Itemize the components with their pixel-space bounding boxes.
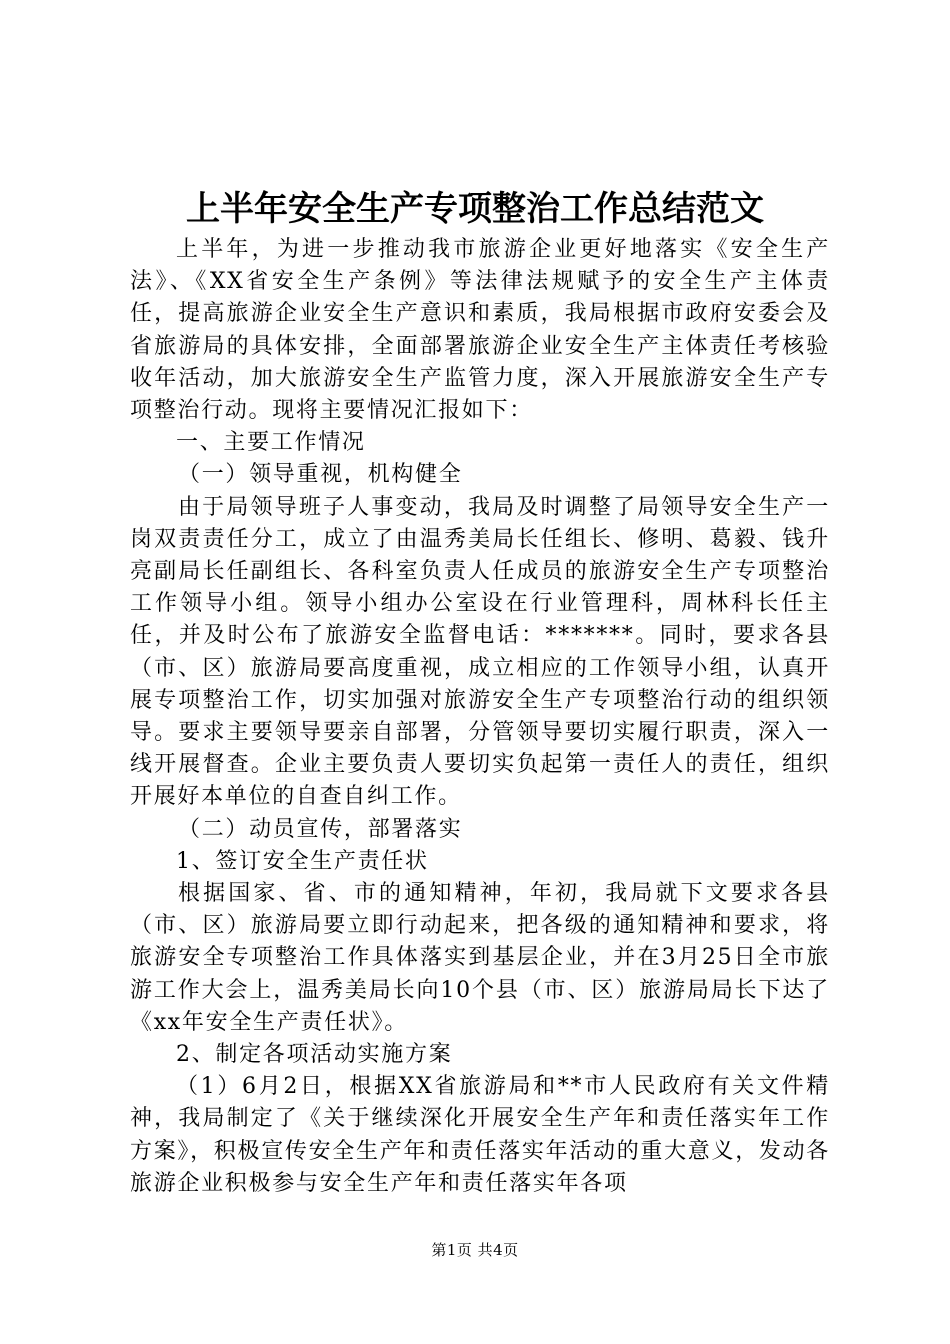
responsibility-paragraph: 根据国家、省、市的通知精神，年初，我局就下文要求各县（市、区）旅游局要立即行动起来，把各级的通知精神和要求，将旅游安全专项整治工作具体落实到基层企业，并在3月25日全市旅游工作大会上，温秀美局长向10个县（市、区）旅游局局长下达了《xx年安全生产责任状》。 <box>130 881 830 1035</box>
document-title: 上半年安全生产专项整治工作总结范文 <box>186 189 764 229</box>
subsection-heading-leadership: （一）领导重视，机构健全 <box>178 462 463 488</box>
document-body <box>130 234 830 1200</box>
item-heading-plans: 2、制定各项活动实施方案 <box>176 1042 453 1068</box>
intro-paragraph: 上半年，为进一步推动我市旅游企业更好地落实《安全生产法》、《XX省安全生产条例》等法律法规赋予的安全生产主体责任，提高旅游企业安全生产意识和素质，我局根据市政府安委会及省旅游局的具体安排，全面部署旅游企业安全生产主体责任考核验收年活动，加大旅游安全生产监管力度，深入开展旅游安全生产专项整治行动。现将主要情况汇报如下： <box>130 237 830 424</box>
subsection-heading-mobilization: （二）动员宣传，部署落实 <box>178 816 463 842</box>
leadership-paragraph: 由于局领导班子人事变动，我局及时调整了局领导安全生产一岗双责责任分工，成立了由温秀美局长任组长、修明、葛毅、钱升亮副局长任副组长、各科室负责人任成员的旅游安全生产专项整治工作领导小组。领导小组办公室设在行业管理科，周林科长任主任，并及时公布了旅游安全监督电话：*******。同时，要求各县（市、区）旅游局要高度重视，成立相应的工作领导小组，认真开展专项整治工作，切实加强对旅游安全生产专项整治行动的组织领导。要求主要领导要亲自部署，分管领导要切实履行职责，深入一线开展督查。企业主要负责人要切实负起第一责任人的责任，组织开展好本单位的自查自纠工作。 <box>130 494 830 810</box>
item-heading-responsibility: 1、签订安全生产责任状 <box>176 848 429 874</box>
plans-paragraph: （1）6月2日，根据XX省旅游局和**市人民政府有关文件精神，我局制定了《关于继续深化开展安全生产年和责任落实年工作方案》，积极宣传安全生产年和责任落实年活动的重大意义，发动各旅游企业积极参与安全生产年和责任落实年各项 <box>130 1074 831 1196</box>
section-heading-main-work: 一、主要工作情况 <box>176 430 366 456</box>
page-footer: 第1页 共4页 <box>431 1241 519 1259</box>
